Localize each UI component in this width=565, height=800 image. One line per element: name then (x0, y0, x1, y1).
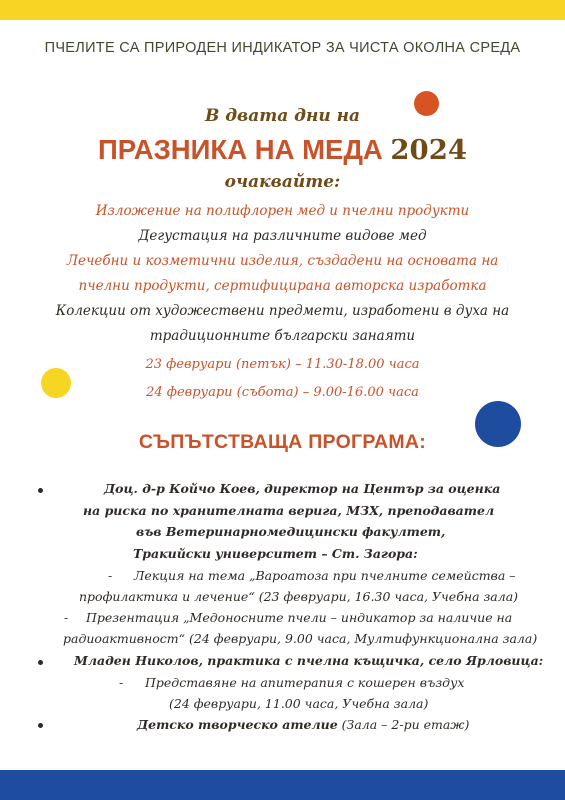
lecture-details: (23 февруари, 16.30 часа, Учебна зала) (254, 589, 519, 604)
date-line: 24 февруари (събота) – 9.00-16.00 часа (146, 385, 419, 400)
presentation-topic: радиоактивност“ (63, 631, 186, 646)
headline: ПЧЕЛИТЕ СА ПРИРОДЕН ИНДИКАТОР ЗА ЧИСТА ОКОЛНА СРЕДА (44, 40, 521, 56)
dash-marker: - (119, 675, 124, 690)
bullet-icon (38, 660, 43, 665)
bullet-icon (38, 488, 43, 493)
lecture-line (79, 589, 518, 604)
speaker2-name: Младен Николов (74, 653, 199, 668)
speaker2-role: , практика с пчелна къщичка, село Ярловица: (198, 653, 544, 668)
offer-item: пчелни продукти, сертифицирана авторска изработка (78, 278, 487, 294)
speaker1-line: на риска по хранителната верига, МЗХ, преподавател (83, 503, 495, 518)
intro-text: В двата дни на (204, 106, 361, 126)
dash-marker: - (64, 610, 69, 625)
event-title (0, 134, 565, 166)
speaker1-role: , директор на Център за оценка (255, 481, 501, 496)
speaker1-line (104, 481, 500, 496)
apitherapy-details: (24 февруари, 11.00 часа, Учебна зала) (169, 696, 429, 711)
offer-item: Лечебни и козметични изделия, създадени на основата на (66, 253, 499, 269)
top-yellow-bar (0, 0, 565, 20)
offer-item: Дегустация на различните видове мед (138, 228, 427, 244)
event-year: 2024 (390, 134, 467, 166)
apitherapy-line: Представяне на апитерапия с кошерен въздух (145, 675, 465, 690)
offer-item: Изложение на полифлорен мед и пчелни продукти (95, 203, 470, 219)
expect-text: очаквайте: (224, 172, 341, 192)
event-title-main: ПРАЗНИКА НА МЕДА (98, 134, 383, 165)
program-title: СЪПЪТСТВАЩА ПРОГРАМА: (138, 431, 427, 453)
lecture-line: Лекция на тема „Вароатоза при пчелните семейства – (134, 568, 516, 583)
date-line: 23 февруари (петък) – 11.30-18.00 часа (145, 357, 420, 372)
atelier-line (137, 717, 469, 732)
atelier-label: Детско творческо ателие (137, 717, 338, 732)
speaker2-line (74, 653, 543, 668)
bullet-icon (38, 723, 43, 728)
bottom-blue-bar (0, 770, 565, 800)
offer-item: традиционните български занаяти (149, 328, 416, 344)
presentation-details: (24 февруари, 9.00 часа, Мултифункционална зала) (185, 631, 538, 646)
speaker1-name: Доц. д-р Койчо Коев (104, 481, 256, 496)
offer-item: Колекции от художествени предмети, изработени в духа на (55, 303, 510, 319)
dash-marker: - (108, 568, 113, 583)
speaker1-line: Тракийски университет – Ст. Загора: (133, 546, 418, 561)
presentation-line: Презентация „Медоносните пчели – индикатор за наличие на (86, 610, 513, 625)
atelier-details: (Зала – 2-ри етаж) (337, 717, 470, 732)
lecture-topic: профилактика и лечение“ (79, 589, 255, 604)
presentation-line (63, 631, 537, 646)
speaker1-line: във Ветеринарномедицински факултет, (136, 524, 446, 539)
